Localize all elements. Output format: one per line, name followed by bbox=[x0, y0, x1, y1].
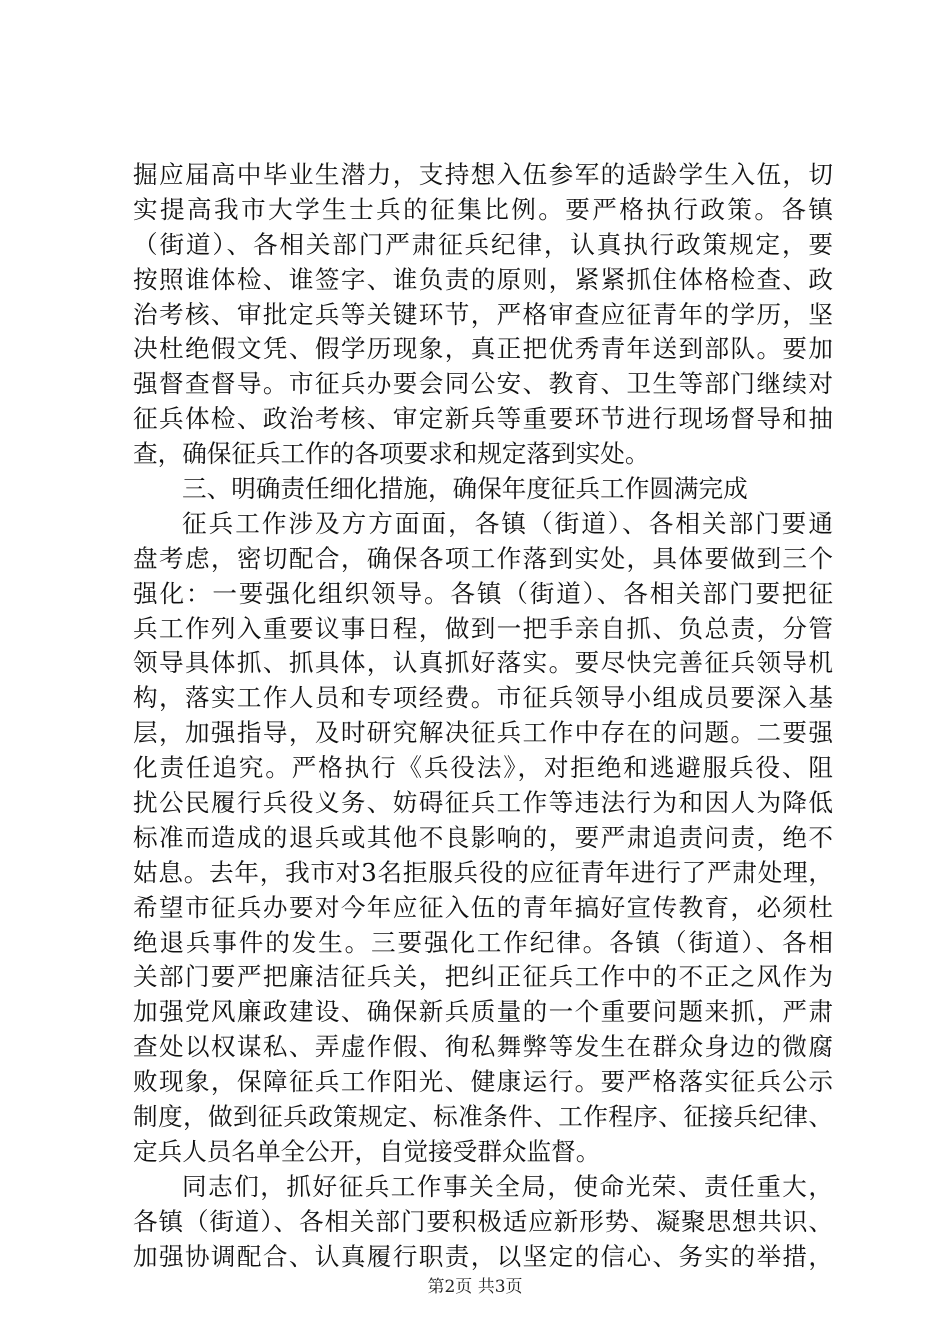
text-line: 决杜绝假文凭、假学历现象，真正把优秀青年送到部队。要加 bbox=[133, 334, 833, 364]
text-line: 标准而造成的退兵或其他不良影响的，要严肃追责问责，绝不 bbox=[133, 822, 833, 852]
document-body bbox=[133, 158, 833, 1275]
text-line: 定兵人员名单全公开，自觉接受群众监督。 bbox=[133, 1136, 601, 1166]
text-line: 强化：一要强化组织领导。各镇（街道）、各相关部门要把征 bbox=[133, 578, 833, 608]
text-line: 制度，做到征兵政策规定、标准条件、工作程序、征接兵纪律、 bbox=[133, 1102, 833, 1132]
text-line: 实提高我市大学生士兵的征集比例。要严格执行政策。各镇 bbox=[133, 194, 833, 224]
text-line: 加强协调配合、认真履行职责，以坚定的信心、务实的举措， bbox=[133, 1241, 833, 1271]
text-line: 查处以权谋私、弄虚作假、徇私舞弊等发生在群众身边的微腐 bbox=[133, 1032, 833, 1062]
text-line: 构，落实工作人员和专项经费。市征兵领导小组成员要深入基 bbox=[133, 683, 833, 713]
text-line: 层，加强指导，及时研究解决征兵工作中存在的问题。二要强 bbox=[133, 718, 833, 748]
text-line: 同志们，抓好征兵工作事关全局，使命光荣、责任重大， bbox=[182, 1171, 833, 1201]
text-line: 加强党风廉政建设、确保新兵质量的一个重要问题来抓，严肃 bbox=[133, 997, 833, 1027]
text-line: 治考核、审批定兵等关键环节，严格审查应征青年的学历，坚 bbox=[133, 299, 833, 329]
text-line: 关部门要严把廉洁征兵关，把纠正征兵工作中的不正之风作为 bbox=[133, 962, 833, 992]
text-line: 兵工作列入重要议事日程，做到一把手亲自抓、负总责，分管 bbox=[133, 613, 833, 643]
text-line: 希望市征兵办要对今年应征入伍的青年搞好宣传教育，必须杜 bbox=[133, 892, 833, 922]
text-line: （街道）、各相关部门严肃征兵纪律，认真执行政策规定，要 bbox=[133, 229, 833, 259]
text-line: 扰公民履行兵役义务、妨碍征兵工作等违法行为和因人为降低 bbox=[133, 788, 833, 818]
text-line: 化责任追究。严格执行《兵役法》，对拒绝和逃避服兵役、阻 bbox=[133, 753, 833, 783]
text-line: 领导具体抓、抓具体，认真抓好落实。要尽快完善征兵领导机 bbox=[133, 648, 833, 678]
text-line: 绝退兵事件的发生。三要强化工作纪律。各镇（街道）、各相 bbox=[133, 927, 833, 957]
text-line: 按照谁体检、谁签字、谁负责的原则，紧紧抓住体格检查、政 bbox=[133, 264, 833, 294]
text-line: 各镇（街道）、各相关部门要积极适应新形势、凝聚思想共识、 bbox=[133, 1206, 833, 1236]
text-line: 姑息。去年，我市对3名拒服兵役的应征青年进行了严肃处理， bbox=[133, 857, 833, 887]
text-line: 败现象，保障征兵工作阳光、健康运行。要严格落实征兵公示 bbox=[133, 1067, 833, 1097]
text-line: 征兵体检、政治考核、审定新兵等重要环节进行现场督导和抽 bbox=[133, 404, 833, 434]
text-line: 掘应届高中毕业生潜力，支持想入伍参军的适龄学生入伍，切 bbox=[133, 160, 833, 189]
text-line: 强督查督导。市征兵办要会同公安、教育、卫生等部门继续对 bbox=[133, 369, 833, 399]
text-line: 盘考虑，密切配合，确保各项工作落到实处，具体要做到三个 bbox=[133, 543, 833, 573]
page-footer: 第2页 共3页 bbox=[427, 1277, 523, 1297]
text-line: 征兵工作涉及方方面面，各镇（街道）、各相关部门要通 bbox=[182, 508, 833, 538]
text-line: 查，确保征兵工作的各项要求和规定落到实处。 bbox=[133, 439, 650, 469]
section-heading: 三、明确责任细化措施，确保年度征兵工作圆满完成 bbox=[182, 474, 748, 504]
